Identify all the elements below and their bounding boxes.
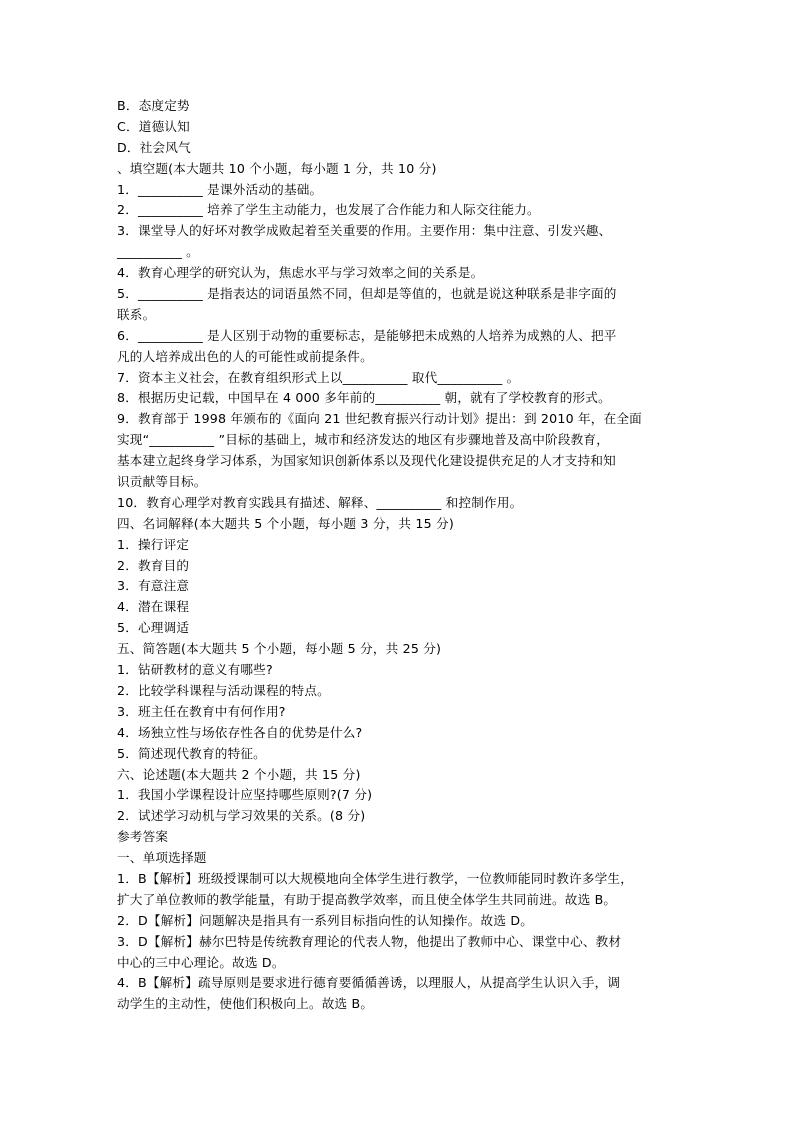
document-body xyxy=(117,96,697,1015)
text-line: 2．__________ 培养了学生主动能力，也发展了合作能力和人际交往能力。 xyxy=(117,202,540,218)
text-line: C．道德认知 xyxy=(117,118,190,134)
text-line: 10．教育心理学对教育实践具有描述、解释、__________ 和控制作用。 xyxy=(117,494,523,510)
text-line: 4．场独立性与场依存性各自的优势是什么? xyxy=(117,724,363,740)
text-line: 2．试述学习动机与学习效果的关系。(8 分) xyxy=(117,808,366,824)
text-line: B．态度定势 xyxy=(117,98,190,113)
text-line: 5．简述现代教育的特征。 xyxy=(117,745,266,761)
text-line: 1．__________ 是课外活动的基础。 xyxy=(117,181,323,197)
text-line: __________ 。 xyxy=(117,244,199,260)
text-line: 扩大了单位教师的教学能量，有助于提高教学效率，而且使全体学生共同前进。故选 B。 xyxy=(117,891,617,907)
text-line: 识贡献等目标。 xyxy=(117,474,207,490)
text-line: 4．潜在课程 xyxy=(117,599,190,615)
text-line: 5．__________ 是指表达的词语虽然不同，但却是等值的，也就是说这种联系是非字面的 xyxy=(117,286,617,302)
text-line: 1．B【解析】班级授课制可以大规模地向全体学生进行教学，一位教师能同时教许多学生， xyxy=(117,870,634,886)
text-line: 3．有意注意 xyxy=(117,578,190,594)
text-line: 、填空题(本大题共 10 个小题，每小题 1 分，共 10 分) xyxy=(117,160,437,176)
text-line: 1．钻研教材的意义有哪些? xyxy=(117,662,273,678)
text-line: 2．教育目的 xyxy=(117,557,190,573)
text-line: 基本建立起终身学习体系，为国家知识创新体系以及现代化建设提供充足的人才支持和知 xyxy=(117,453,616,469)
text-line: 五、简答题(本大题共 5 个小题，每小题 5 分，共 25 分) xyxy=(117,641,442,657)
text-line: 1．操行评定 xyxy=(117,536,190,552)
text-line: 3．班主任在教育中有何作用? xyxy=(117,703,286,719)
text-line: 动学生的主动性，使他们积极向上。故选 B。 xyxy=(117,996,374,1012)
text-line: 2．比较学科课程与活动课程的特点。 xyxy=(117,682,330,698)
text-line: 7．资本主义社会，在教育组织形式上以__________ 取代__________ 。 xyxy=(117,369,520,385)
text-line: 四、名词解释(本大题共 5 个小题，每小题 3 分，共 15 分) xyxy=(117,515,454,531)
text-line: 联系。 xyxy=(117,306,156,322)
text-line: 5．心理调适 xyxy=(117,620,190,636)
text-line: 3．D【解析】赫尔巴特是传统教育理论的代表人物，他提出了教师中心、课堂中心、教材 xyxy=(117,933,622,949)
text-line: 6．__________ 是人区别于动物的重要标志，是能够把未成熟的人培养为成熟的人、把平 xyxy=(117,327,617,343)
text-line: 1．我国小学课程设计应坚持哪些原则?(7 分) xyxy=(117,787,373,803)
text-line: 一、单项选择题 xyxy=(117,850,207,866)
text-line: 4．教育心理学的研究认为，焦虑水平与学习效率之间的关系是。 xyxy=(117,265,484,281)
text-line: 3．课堂导人的好坏对教学成败起着至关重要的作用。主要作用：集中注意、引发兴趣、 xyxy=(117,223,612,239)
text-line: 8．根据历史记载，中国早在 4 000 多年前的__________ 朝，就有了学校教育的形式。 xyxy=(117,390,611,406)
text-line: 实现“__________ ”目标的基础上，城市和经济发达的地区有步骤地普及高中阶段教育， xyxy=(117,432,610,448)
text-line: 9．教育部于 1998 年颁布的《面向 21 世纪教育振兴行动计划》提出：到 2010 年，在全面 xyxy=(117,411,642,427)
text-line: 4．B【解析】疏导原则是要求进行德育要循循善诱，以理服人，从提高学生认识入手，调 xyxy=(117,975,621,991)
text-line: 中心的三中心理论。故选 D。 xyxy=(117,954,285,970)
text-line: 凡的人培养成出色的人的可能性或前提条件。 xyxy=(117,348,373,364)
text-line: 2．D【解析】问题解决是指具有一系列目标指向性的认知操作。故选 D。 xyxy=(117,912,534,928)
text-line: 参考答案 xyxy=(117,829,169,845)
text-line: 六、论述题(本大题共 2 个小题，共 15 分) xyxy=(117,766,361,782)
text-line: D．社会风气 xyxy=(117,139,191,155)
